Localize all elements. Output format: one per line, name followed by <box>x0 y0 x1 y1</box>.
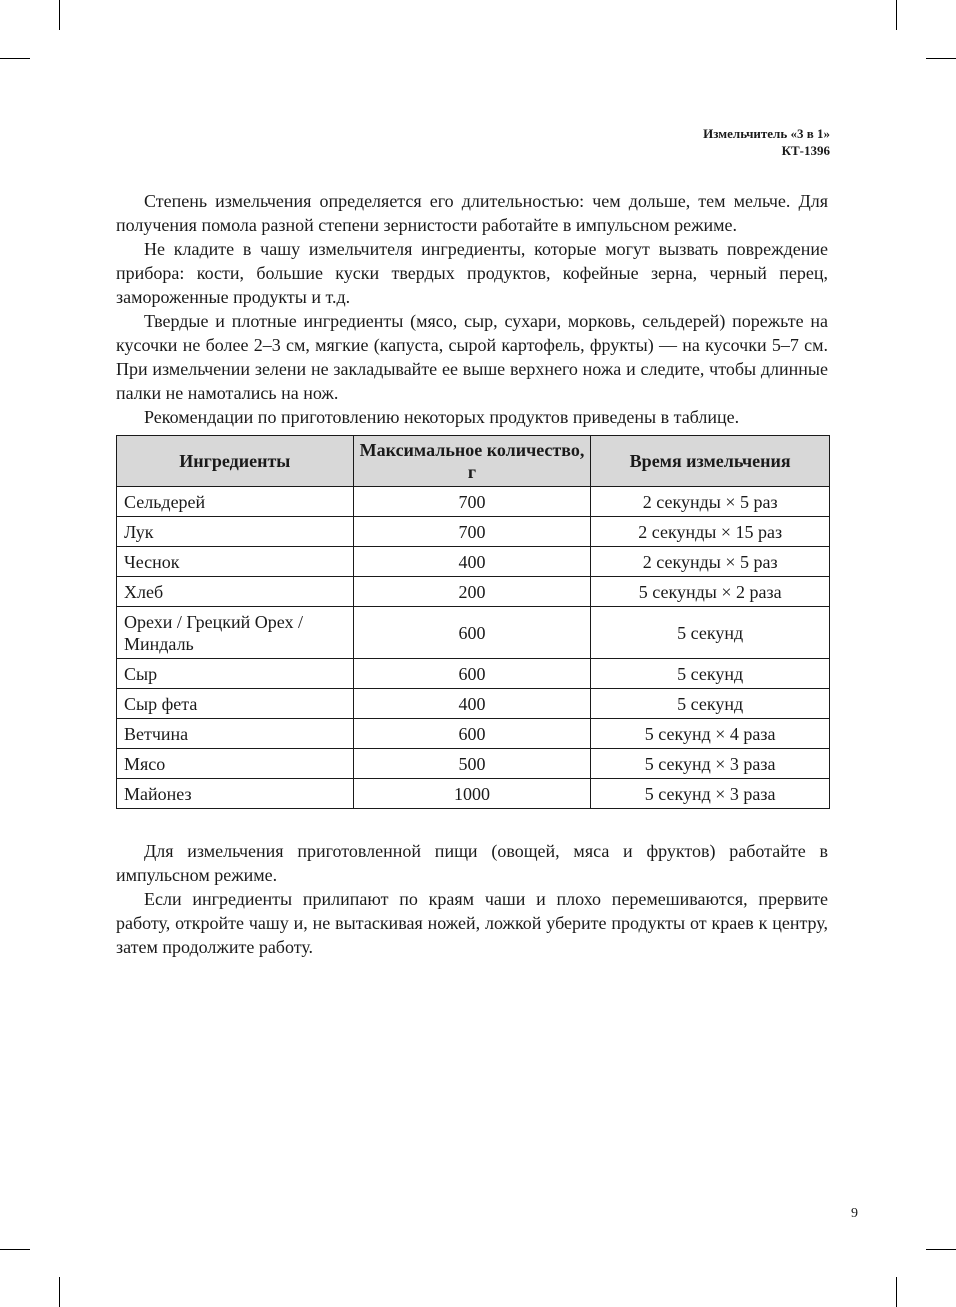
header-model: КТ-1396 <box>781 143 830 158</box>
time-cell: 5 секунд <box>591 689 830 719</box>
table-header-row <box>117 436 830 487</box>
table-row <box>117 517 830 547</box>
time-cell: 5 секунды × 2 раза <box>591 577 830 607</box>
table-row <box>117 487 830 517</box>
table-row <box>117 577 830 607</box>
recommendations-table <box>116 435 830 809</box>
ingredient-cell: Хлеб <box>117 577 354 607</box>
page-number: 9 <box>851 1206 858 1221</box>
ingredient-cell: Мясо <box>117 749 354 779</box>
column-header-time: Время измельчения <box>591 436 830 487</box>
header-title: Измельчитель «3 в 1» <box>703 126 830 141</box>
ingredient-cell: Сыр фета <box>117 689 354 719</box>
time-cell: 5 секунд <box>591 659 830 689</box>
time-cell: 2 секунды × 15 раз <box>591 517 830 547</box>
paragraph: Рекомендации по приготовлению некоторых продуктов приведены в таблице. <box>144 407 740 427</box>
crop-mark <box>0 58 30 59</box>
table-row <box>117 749 830 779</box>
quantity-cell: 600 <box>353 607 591 659</box>
ingredient-cell: Ветчина <box>117 719 354 749</box>
paragraph: Степень измельчения определяется его длительностью: чем дольше, тем мельче. Для получения помола разной степени зернистости работайте в импульсном режиме. <box>116 191 828 235</box>
table-row <box>117 719 830 749</box>
time-cell: 2 секунды × 5 раз <box>591 547 830 577</box>
column-header-ingredient: Ингредиенты <box>117 436 354 487</box>
time-cell: 5 секунд <box>591 607 830 659</box>
table-row <box>117 689 830 719</box>
quantity-cell: 600 <box>353 659 591 689</box>
ingredient-cell: Сыр <box>117 659 354 689</box>
quantity-cell: 400 <box>353 547 591 577</box>
crop-mark <box>0 1249 30 1250</box>
table-row <box>117 659 830 689</box>
paragraph: Твердые и плотные ингредиенты (мясо, сыр, сухари, морковь, сельдерей) порежьте на кусочки не более 2–3 см, мягкие (капуста, сырой картофель, фрукты) — на кусочки 5–7 см. При измельчении зелени не закладывайте ее выше верхнего ножа и следите, чтобы длинные палки не намотались на нож. <box>116 311 828 403</box>
quantity-cell: 600 <box>353 719 591 749</box>
crop-mark <box>59 1277 60 1307</box>
table-row <box>117 547 830 577</box>
table-row <box>117 607 830 659</box>
ingredient-cell: Сельдерей <box>117 487 354 517</box>
quantity-cell: 1000 <box>353 779 591 809</box>
ingredient-cell: Орехи / Грецкий Орех / Миндаль <box>117 607 354 659</box>
page-content <box>116 189 828 959</box>
column-header-quantity: Максимальное количество, г <box>353 436 591 487</box>
crop-mark <box>896 1277 897 1307</box>
table-row <box>117 779 830 809</box>
quantity-cell: 400 <box>353 689 591 719</box>
ingredient-cell: Чеснок <box>117 547 354 577</box>
time-cell: 2 секунды × 5 раз <box>591 487 830 517</box>
ingredient-cell: Майонез <box>117 779 354 809</box>
quantity-cell: 700 <box>353 517 591 547</box>
crop-mark <box>896 0 897 30</box>
time-cell: 5 секунд × 3 раза <box>591 749 830 779</box>
quantity-cell: 700 <box>353 487 591 517</box>
quantity-cell: 200 <box>353 577 591 607</box>
paragraph: Для измельчения приготовленной пищи (овощей, мяса и фруктов) работайте в импульсном режиме. <box>116 841 828 885</box>
paragraph: Не кладите в чашу измельчителя ингредиенты, которые могут вызвать повреждение прибора: кости, большие куски твердых продуктов, кофейные зерна, черный перец, замороженные продукты и т.д. <box>116 239 828 307</box>
ingredient-cell: Лук <box>117 517 354 547</box>
paragraph: Если ингредиенты прилипают по краям чаши и плохо перемешиваются, прервите работу, откройте чашу и, не вытаскивая ножей, ложкой уберите продукты от краев к центру, затем продолжите работу. <box>116 889 828 957</box>
crop-mark <box>926 1249 956 1250</box>
crop-mark <box>59 0 60 30</box>
time-cell: 5 секунд × 4 раза <box>591 719 830 749</box>
crop-mark <box>926 58 956 59</box>
time-cell: 5 секунд × 3 раза <box>591 779 830 809</box>
running-header <box>703 125 830 159</box>
closing-section <box>116 839 828 959</box>
quantity-cell: 500 <box>353 749 591 779</box>
